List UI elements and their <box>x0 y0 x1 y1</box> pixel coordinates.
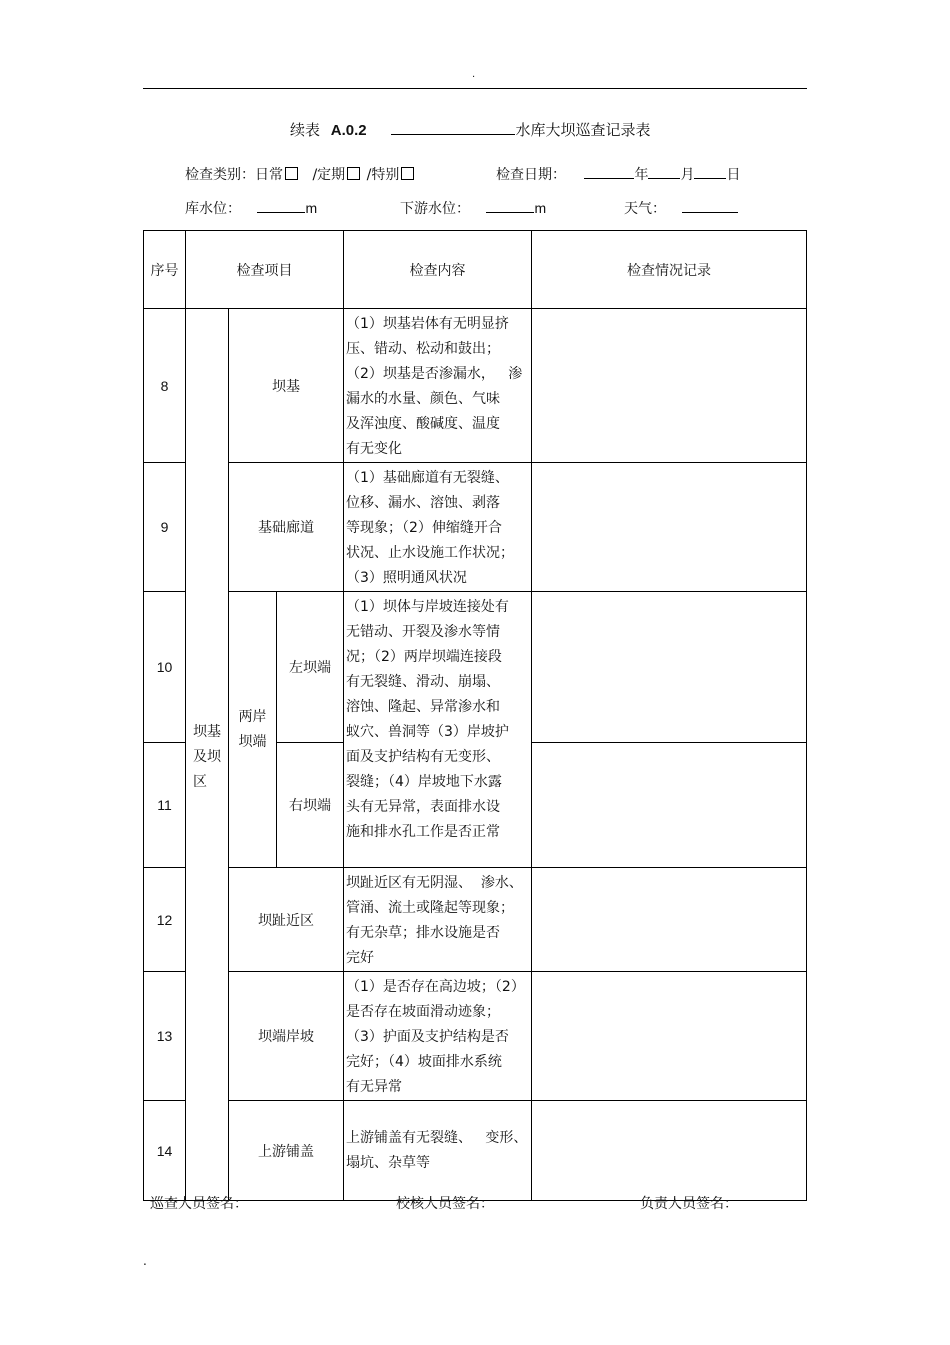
day-label: 日 <box>726 167 741 183</box>
day-blank[interactable] <box>694 164 726 179</box>
checker-signature[interactable]: 校核人员签名： <box>396 1196 494 1212</box>
form-title <box>290 119 650 140</box>
table-row <box>144 592 807 743</box>
row-number: 14 <box>144 1101 186 1201</box>
special-label: /特别 <box>366 167 400 183</box>
table-row <box>144 868 807 972</box>
record-cell[interactable] <box>532 868 807 972</box>
title-code: A.0.2 <box>330 122 367 139</box>
row-number: 10 <box>144 592 186 743</box>
content-cell: 坝趾近区有无阴湿、 渗水、 管涌、流土或隆起等现象； 有无杂草；排水设施是否 完好 <box>344 868 532 972</box>
item-name: 左坝端 <box>277 592 344 743</box>
title-suffix: 水库大坝巡查记录表 <box>515 121 651 139</box>
table-row <box>144 309 807 463</box>
inspection-date <box>496 164 740 184</box>
item-name: 坝端岸坡 <box>229 972 344 1101</box>
content-cell: （1）坝体与岸坡连接处有 无错动、开裂及渗水等情 况；（2）两岸坝端连接段 有无裂缝、滑动、崩塌、 溶蚀、隆起、异常渗水和 蚁穴、兽洞等（3）岸坡护 面及支护结构有无变形、 裂缝；（4）岸坡地下水露 头有无异常，表面排水设 施和排水孔工作是否正常 <box>344 592 532 868</box>
special-checkbox[interactable] <box>401 167 414 180</box>
item-name: 坝趾近区 <box>229 868 344 972</box>
header-item: 检查项目 <box>186 231 344 309</box>
header-seq: 序号 <box>144 231 186 309</box>
item-name: 上游铺盖 <box>229 1101 344 1201</box>
record-cell[interactable] <box>532 1101 807 1201</box>
abutment-group-label: 两岸 坝端 <box>238 708 267 750</box>
row-number: 11 <box>144 743 186 868</box>
downstream-level-unit: m <box>534 200 547 216</box>
date-label: 检查日期： <box>496 167 566 183</box>
downstream-level-blank[interactable] <box>486 198 534 213</box>
title-prefix: 续表 <box>290 121 321 139</box>
header-rule <box>143 88 807 89</box>
item-name: 右坝端 <box>277 743 344 868</box>
month-blank[interactable] <box>648 164 680 179</box>
content-cell: （1）坝基岩体有无明显挤 压、错动、松动和鼓出； （2）坝基是否渗漏水， 渗 漏水的水量、颜色、气味 及浑浊度、酸碱度、温度 有无变化 <box>344 309 532 463</box>
group-label: 坝基 及坝 区 <box>193 724 221 790</box>
weather-blank[interactable] <box>682 198 738 213</box>
table-row <box>144 463 807 592</box>
page-mark-bottom: . <box>143 1254 147 1268</box>
weather <box>624 198 738 218</box>
row-number: 13 <box>144 972 186 1101</box>
month-label: 月 <box>680 167 695 183</box>
record-cell[interactable] <box>532 309 807 463</box>
weather-label: 天气： <box>624 201 666 217</box>
abutment-group-cell <box>229 592 277 868</box>
group-cell <box>186 309 229 1201</box>
inspection-table <box>143 230 807 1201</box>
inspection-category <box>185 164 414 184</box>
regular-checkbox[interactable] <box>347 167 360 180</box>
record-cell[interactable] <box>532 743 807 868</box>
daily-label: 日常 <box>255 167 283 183</box>
header-record: 检查情况记录 <box>532 231 807 309</box>
table-row <box>144 972 807 1101</box>
year-label: 年 <box>634 167 649 183</box>
row-number: 8 <box>144 309 186 463</box>
content-cell: （1）基础廊道有无裂缝、 位移、漏水、溶蚀、剥落 等现象；（2）伸缩缝开合 状况、止水设施工作状况； （3）照明通风状况 <box>344 463 532 592</box>
table-row <box>144 1101 807 1201</box>
content-cell: 上游铺盖有无裂缝、 变形、 塌坑、杂草等 <box>344 1101 532 1201</box>
row-number: 9 <box>144 463 186 592</box>
category-label: 检查类别： <box>185 167 255 183</box>
downstream-level <box>400 198 546 218</box>
reservoir-level-unit: m <box>305 200 318 216</box>
content-cell: （1）是否存在高边坡；（2） 是否存在坡面滑动迹象； （3）护面及支护结构是否 完好；（4）坡面排水系统 有无异常 <box>344 972 532 1101</box>
reservoir-level-label: 库水位： <box>185 201 241 217</box>
regular-label: /定期 <box>312 167 346 183</box>
daily-checkbox[interactable] <box>285 167 298 180</box>
header-content: 检查内容 <box>344 231 532 309</box>
inspector-signature[interactable]: 巡查人员签名： <box>150 1196 248 1212</box>
record-cell[interactable] <box>532 972 807 1101</box>
record-cell[interactable] <box>532 463 807 592</box>
year-blank[interactable] <box>584 164 634 179</box>
item-name: 坝基 <box>229 309 344 463</box>
row-number: 12 <box>144 868 186 972</box>
item-name: 基础廊道 <box>229 463 344 592</box>
record-cell[interactable] <box>532 592 807 743</box>
reservoir-level <box>185 198 317 218</box>
page-mark-top: · <box>472 72 476 83</box>
table-header-row <box>144 231 807 309</box>
reservoir-name-blank[interactable] <box>391 120 515 135</box>
downstream-level-label: 下游水位： <box>400 201 470 217</box>
responsible-signature[interactable]: 负责人员签名： <box>640 1196 738 1212</box>
reservoir-level-blank[interactable] <box>257 198 305 213</box>
